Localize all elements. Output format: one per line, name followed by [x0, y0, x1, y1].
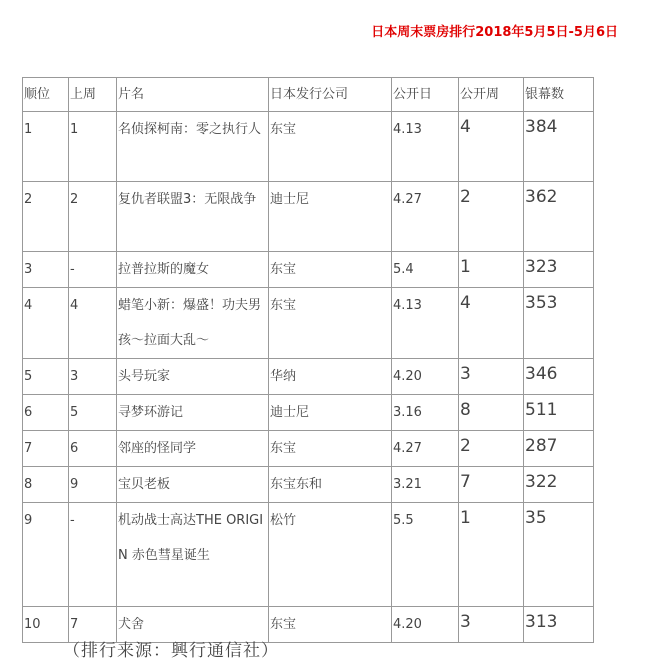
cell-distributor: 迪士尼 [269, 395, 392, 431]
cell-screens: 35 [524, 503, 594, 607]
cell-last-week: - [69, 252, 117, 288]
cell-title: 宝贝老板 [117, 467, 269, 503]
cell-weeks: 8 [459, 395, 524, 431]
cell-screens: 346 [524, 359, 594, 395]
cell-release-date: 5.5 [392, 503, 459, 607]
cell-last-week: 3 [69, 359, 117, 395]
cell-title: 复仇者联盟3：无限战争 [117, 182, 269, 252]
cell-rank: 10 [23, 607, 69, 643]
cell-release-date: 4.20 [392, 607, 459, 643]
table-row [23, 359, 594, 395]
cell-weeks: 4 [459, 112, 524, 182]
table-row [23, 431, 594, 467]
cell-release-date: 4.27 [392, 431, 459, 467]
cell-distributor: 东宝 [269, 112, 392, 182]
cell-release-date: 5.4 [392, 252, 459, 288]
cell-title: 邻座的怪同学 [117, 431, 269, 467]
table-row [23, 252, 594, 288]
table-row [23, 288, 594, 359]
header-release-date: 公开日 [392, 78, 459, 112]
cell-screens: 511 [524, 395, 594, 431]
cell-weeks: 2 [459, 431, 524, 467]
cell-title: 蜡笔小新：爆盛！功夫男孩～拉面大乱～ [117, 288, 269, 359]
cell-rank: 9 [23, 503, 69, 607]
table-row [23, 395, 594, 431]
table-row [23, 467, 594, 503]
cell-last-week: 2 [69, 182, 117, 252]
cell-screens: 287 [524, 431, 594, 467]
cell-rank: 1 [23, 112, 69, 182]
page-heading: 日本周末票房排行2018年5月5日-5月6日 [371, 25, 618, 40]
header-distributor: 日本发行公司 [269, 78, 392, 112]
cell-screens: 323 [524, 252, 594, 288]
cell-release-date: 3.16 [392, 395, 459, 431]
cell-rank: 6 [23, 395, 69, 431]
cell-title: 头号玩家 [117, 359, 269, 395]
cell-weeks: 3 [459, 359, 524, 395]
cell-weeks: 1 [459, 503, 524, 607]
table-row [23, 182, 594, 252]
cell-distributor: 华纳 [269, 359, 392, 395]
cell-title: 机动战士高达THE ORIGIN 赤色彗星诞生 [117, 503, 269, 607]
cell-distributor: 东宝 [269, 607, 392, 643]
cell-release-date: 3.21 [392, 467, 459, 503]
cell-last-week: 5 [69, 395, 117, 431]
table-row [23, 112, 594, 182]
cell-rank: 5 [23, 359, 69, 395]
table-row [23, 503, 594, 607]
header-rank: 顺位 [23, 78, 69, 112]
cell-weeks: 1 [459, 252, 524, 288]
cell-release-date: 4.13 [392, 112, 459, 182]
cell-release-date: 4.20 [392, 359, 459, 395]
cell-screens: 322 [524, 467, 594, 503]
cell-release-date: 4.13 [392, 288, 459, 359]
cell-distributor: 东宝东和 [269, 467, 392, 503]
cell-rank: 7 [23, 431, 69, 467]
cell-last-week: 4 [69, 288, 117, 359]
cell-title: 名侦探柯南：零之执行人 [117, 112, 269, 182]
source-note: （排行来源：興行通信社） [63, 641, 279, 661]
cell-weeks: 7 [459, 467, 524, 503]
cell-screens: 384 [524, 112, 594, 182]
cell-last-week: - [69, 503, 117, 607]
cell-last-week: 6 [69, 431, 117, 467]
cell-title: 犬舍 [117, 607, 269, 643]
cell-title: 寻梦环游记 [117, 395, 269, 431]
cell-screens: 362 [524, 182, 594, 252]
cell-rank: 3 [23, 252, 69, 288]
cell-weeks: 3 [459, 607, 524, 643]
cell-screens: 313 [524, 607, 594, 643]
cell-last-week: 1 [69, 112, 117, 182]
cell-rank: 8 [23, 467, 69, 503]
header-screens: 银幕数 [524, 78, 594, 112]
cell-distributor: 东宝 [269, 252, 392, 288]
cell-distributor: 迪士尼 [269, 182, 392, 252]
cell-distributor: 松竹 [269, 503, 392, 607]
cell-last-week: 9 [69, 467, 117, 503]
table-header-row [23, 78, 594, 112]
cell-screens: 353 [524, 288, 594, 359]
header-title: 片名 [117, 78, 269, 112]
cell-weeks: 4 [459, 288, 524, 359]
header-last-week: 上周 [69, 78, 117, 112]
box-office-table [22, 77, 594, 643]
cell-last-week: 7 [69, 607, 117, 643]
cell-distributor: 东宝 [269, 288, 392, 359]
cell-weeks: 2 [459, 182, 524, 252]
cell-distributor: 东宝 [269, 431, 392, 467]
header-weeks: 公开周 [459, 78, 524, 112]
cell-rank: 2 [23, 182, 69, 252]
cell-title: 拉普拉斯的魔女 [117, 252, 269, 288]
cell-release-date: 4.27 [392, 182, 459, 252]
cell-rank: 4 [23, 288, 69, 359]
